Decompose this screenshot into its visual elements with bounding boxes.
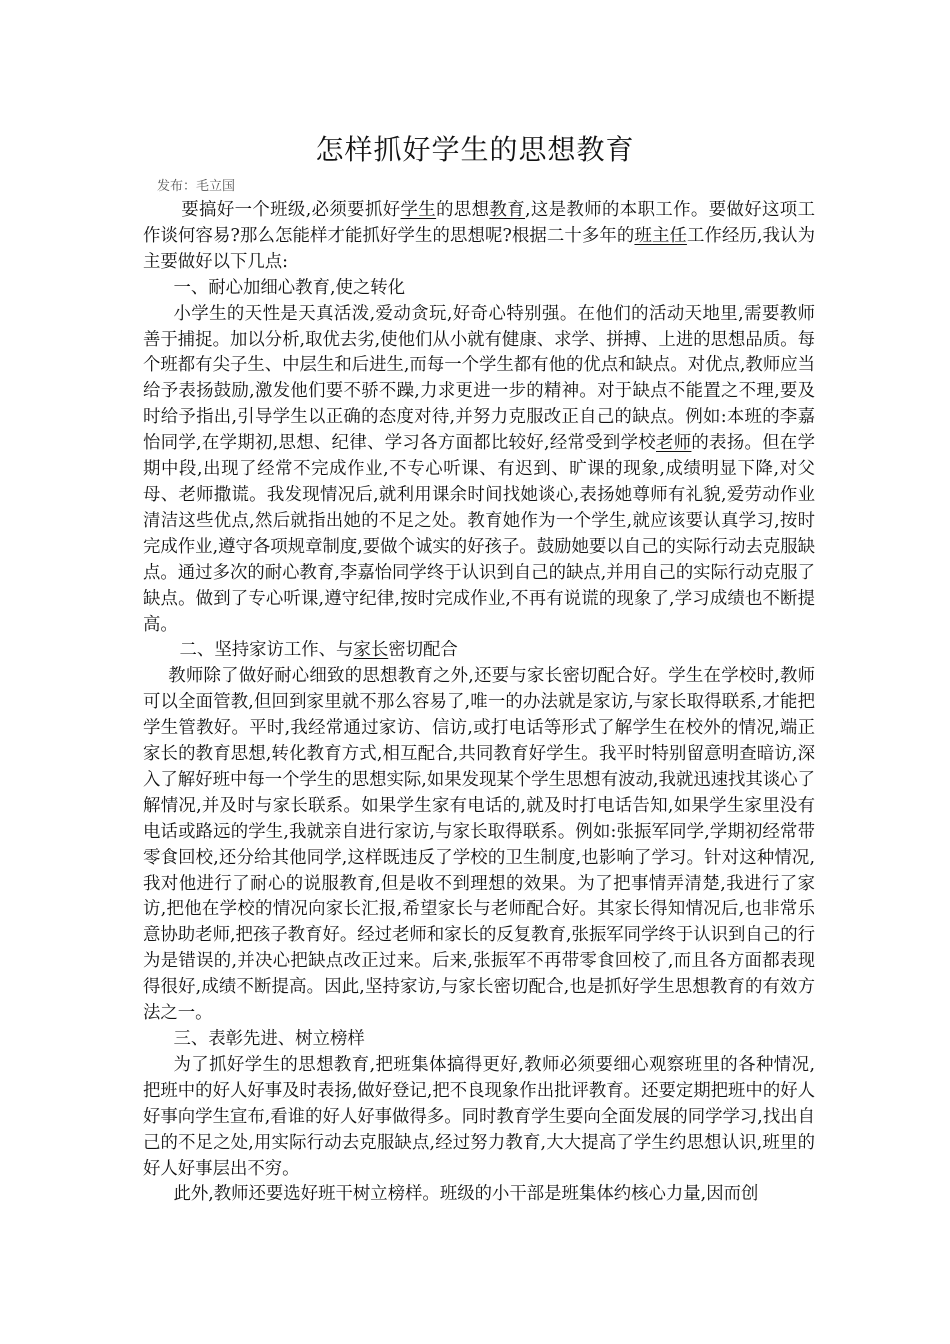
- section3-paragraph: 为了抓好学生的思想教育,把班集体搞得更好,教师必须要细心观察班里的各种情况,把班中的好人好事及时表扬,做好登记,把不良现象作出批评教育。还要定期把班中的好人好事向学生宣布,看谁的好人好事做得多。同时教育学生要向全面发展的同学学习,找出自己的不足之处,用实际行动去克服缺点,经过努力教育,大大提高了学生约思想认识,班里的好人好事层出不穷。: [143, 1054, 815, 1179]
- section1-paragraph: [143, 302, 815, 639]
- intro-paragraph: [143, 198, 815, 276]
- section1-text-a: 小学生的天性是天真活泼,爱动贪玩,好奇心特别强。在他们的活动天地里,需要教师善于捕捉。加以分析,取优去劣,使他们从小就有健康、求学、拼搏、上进的思想品质。每个班都有尖子生、中层生和后进生,而每一个学生都有他的优点和缺点。对优点,教师应当给予表扬鼓励,激发他们要不骄不躁,力求更进一步的精神。对于缺点不能置之不理,要及时给予指出,引导学生以正确的态度对待,并努力克服改正自己的缺点。例如:本班的李嘉怡同学,在学期初,思想、纪律、学习各方面都比较好,经常受到学校: [143, 303, 815, 454]
- link-student[interactable]: 学生: [400, 200, 437, 220]
- link-education[interactable]: 教育: [489, 200, 525, 220]
- intro-text-b: 的思想: [436, 200, 490, 220]
- document-title: 怎样抓好学生的思想教育: [315, 133, 635, 166]
- section3-paragraph-2: 此外,教师还要选好班干树立榜样。班级的小干部是班集体约核心力量,因而创: [173, 1184, 759, 1205]
- section2-heading: [143, 638, 815, 664]
- section1-heading: 一、耐心加细心教育,使之转化: [173, 277, 406, 298]
- section2-heading-b: 密切配合: [388, 640, 458, 661]
- byline: 发布：毛立国: [157, 179, 236, 194]
- section2-paragraph: 教师除了做好耐心细致的思想教育之外,还要与家长密切配合好。学生在学校时,教师可以全面管教,但回到家里就不那么容易了,唯一的办法就是家访,与家长取得联系,才能把学生管教好。平时,我经常通过家访、信访,或打电话等形式了解学生在校外的情况,端正家长的教育思想,转化教育方式,相互配合,共同教育好学生。我平时特别留意明查暗访,深入了解好班中每一个学生的思想实际,如果发现某个学生思想有波动,我就迅速找其谈心了解情况,并及时与家长联系。如果学生家有电话的,就及时打电话告知,如果学生家里没有电话或路远的学生,我就亲自进行家访,与家长取得联系。例如:张振军同学,学期初经常带零食回校,还分给其他同学,这样既违反了学校的卫生制度,也影响了学习。针对这种情况,我对他进行了耐心的说服教育,但是收不到理想的效果。为了把事情弄清楚,我进行了家访,把他在学校的情况向家长汇报,希望家长与老师配合好。其家长得知情况后,也非常乐意协助老师,把孩子教育好。经过老师和家长的反复教育,张振军同学终于认识到自己的行为是错误的,并决心把缺点改正过来。后来,张振军不再带零食回校了,而且各方面都表现得很好,成绩不断提高。因此,坚持家访,与家长密切配合,也是抓好学生思想教育的有效方法之一。: [143, 666, 815, 1024]
- section1-text-b: 的表扬。但在学期中段,出现了经常不完成作业,不专心听课、有迟到、旷课的现象,成绩明显下降,对父母、老师撒谎。我发现情况后,就利用课余时间找她谈心,表扬她尊师有礼貌,爱劳动作业清洁这些优点,然后就指出她的不足之处。教育她作为一个学生,就应该要认真学习,按时完成作业,遵守各项规章制度,要做个诚实的好孩子。鼓励她要以自己的实际行动去克服缺点。通过多次的耐心教育,李嘉怡同学终于认识到自己的缺点,并用自己的实际行动克服了缺点。做到了专心听课,遵守纪律,按时完成作业,不再有说谎的现象了,学习成绩也不断提高。: [143, 433, 815, 635]
- link-parent[interactable]: 家长: [353, 640, 389, 661]
- intro-text-d: 工作经历,我认为主要做好以下几点:: [143, 225, 815, 272]
- link-teacher[interactable]: 老师: [656, 433, 692, 454]
- intro-text-c: ,这是教师的本职工作。要做好这项工作谈何容易?那么怎能样才能抓好学生的思想呢?根据二十多年的: [143, 200, 815, 246]
- section2-heading-a: 二、坚持家访工作、与: [179, 640, 354, 661]
- intro-text-a: 要搞好一个班级,必须要抓好: [181, 200, 401, 220]
- article-body: [143, 198, 815, 1208]
- link-head-teacher[interactable]: 班主任: [634, 225, 687, 246]
- section3-heading: 三、表彰先进、树立榜样: [173, 1029, 365, 1049]
